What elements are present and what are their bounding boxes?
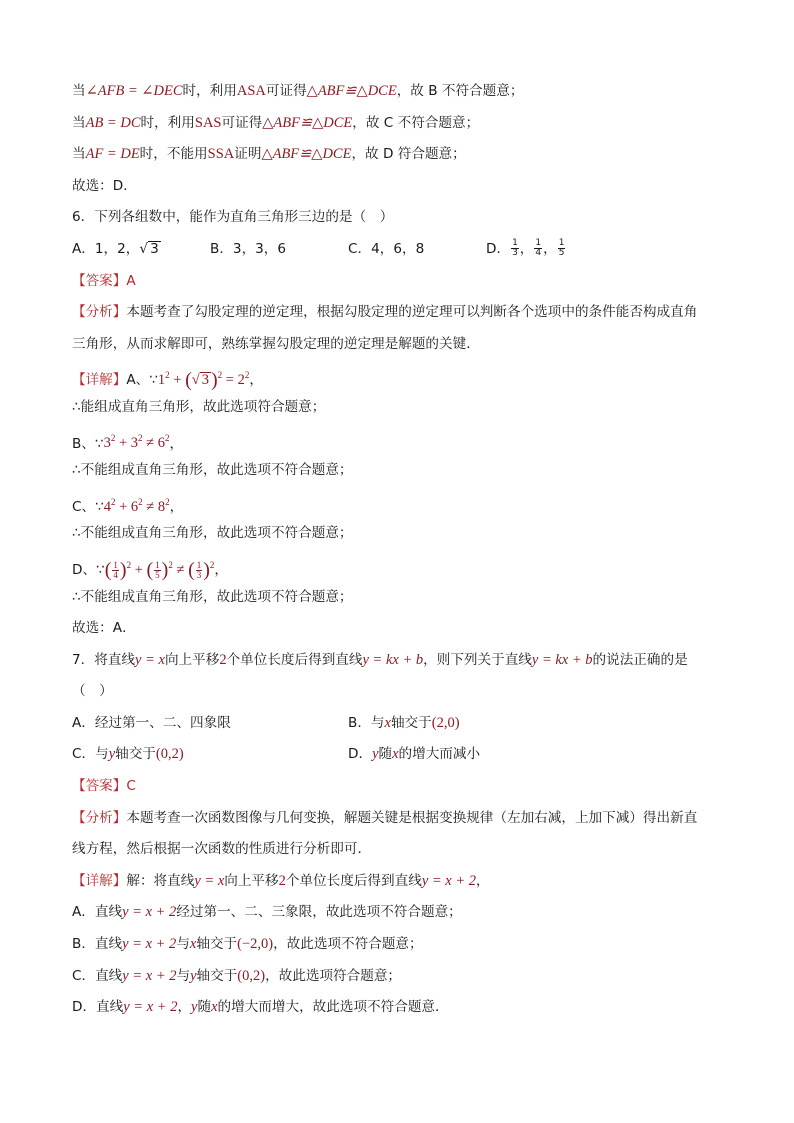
math: △ABF≌△DCE bbox=[306, 83, 397, 99]
math: △ABF≌△DCE bbox=[261, 146, 352, 163]
math: AB = DC bbox=[85, 114, 141, 131]
q6-option-a: A．1，2，√ 3 bbox=[72, 240, 159, 257]
q7-answer: 【答案】C bbox=[72, 778, 136, 795]
document-page bbox=[72, 76, 722, 1024]
q6-option-c: C．4，6，8 bbox=[348, 240, 425, 257]
math: SSA bbox=[207, 146, 235, 163]
q6-answer: 【答案】A bbox=[72, 272, 136, 289]
q7-reason-c: C．直线y = x + 2与y轴交于(0,2)，故此选项符合题意； bbox=[72, 967, 402, 984]
q5-choice: 故选：D． bbox=[72, 177, 137, 194]
q6-choice: 故选：A． bbox=[72, 620, 136, 637]
math: △ABF≌△DCE bbox=[262, 114, 353, 131]
q7-stem-paren: （ ） bbox=[72, 683, 113, 700]
q7-detail: 【详解】解：将直线y = x向上平移2个单位长度后得到直线y = x + 2， bbox=[72, 872, 490, 889]
q6-option-d: D． $\frac{1}{3}$ ， $\frac{1}{4}$ ， $\frac{1}{5}$ bbox=[486, 238, 565, 259]
q7-reason-b: B．直线y = x + 2与x轴交于(−2,0)，故此选项不符合题意； bbox=[72, 936, 423, 953]
q7-options-row-1 bbox=[72, 708, 722, 740]
math: SAS bbox=[194, 114, 222, 131]
q7-analysis-1: 【分析】本题考查一次函数图像与几何变换，解题关键是根据变换规律（左加右减，上加下减）得出新直 bbox=[72, 809, 698, 826]
q5-line-3: 当AF = DE时，不能用SSA证明△ABF≌△DCE，故 D 符合题意； bbox=[72, 146, 466, 163]
q6-detail-a-conclusion: ∴能组成直角三角形，故此选项符合题意； bbox=[72, 398, 326, 415]
q5-line-1: 当∠AFB = ∠DEC时，利用ASA可证得△ABF≌△DCE，故 B 不符合题意； bbox=[72, 83, 524, 99]
q6-detail-d: D、∵( $\frac{1}{4}$ )$^2$ + ( $\frac{1}{5}$ )$^2$ ≠ ( $\frac{1}{3}$ )$^2$， bbox=[72, 558, 228, 581]
q6-stem: 6．下列各组数中，能作为直角三角形三边的是（ ） bbox=[72, 209, 394, 226]
sqrt-icon: √ bbox=[139, 240, 149, 257]
q7-option-a: A．经过第一、二、四象限 bbox=[72, 714, 231, 731]
q6-options bbox=[72, 234, 722, 266]
math: ∠AFB = ∠DEC bbox=[85, 83, 183, 99]
q6-detail-b-conclusion: ∴不能组成直角三角形，故此选项不符合题意； bbox=[72, 462, 353, 479]
q6-detail-d-conclusion: ∴不能组成直角三角形，故此选项不符合题意； bbox=[72, 588, 353, 605]
q6-detail-b: B、$\because 3^2 + 3^2 \ne 6^2$， bbox=[72, 433, 184, 452]
q7-stem: 7．将直线y = x向上平移2个单位长度后得到直线y = kx + b，则下列关于直线y = kx + b的说法正确的是 bbox=[72, 651, 688, 668]
q5-line-2: 当AB = DC时，利用SAS可证得△ABF≌△DCE，故 C 不符合题意； bbox=[72, 114, 480, 131]
q6-analysis-2: 三角形，从而求解即可，熟练掌握勾股定理的逆定理是解题的关键． bbox=[72, 335, 480, 352]
q6-detail-a: 【详解】A、$\because 1^2$ + (√ 3 )$^2 = 2^2$， bbox=[72, 369, 263, 392]
q7-reason-d: D．直线y = x + 2，y随x的增大而增大，故此选项不符合题意． bbox=[72, 999, 449, 1016]
q7-reason-a: A．直线y = x + 2经过第一、二、三象限，故此选项不符合题意； bbox=[72, 904, 462, 921]
q6-analysis-1: 【分析】本题考查了勾股定理的逆定理，根据勾股定理的逆定理可以判断各个选项中的条件能否构成直角 bbox=[72, 304, 698, 321]
q6-detail-c: C、$\because 4^2 + 6^2 \ne 8^2$， bbox=[72, 496, 184, 515]
q7-option-b: B．与x轴交于(2,0) bbox=[348, 714, 460, 731]
q7-options-row-2 bbox=[72, 739, 722, 771]
math: AF = DE bbox=[85, 146, 140, 163]
math: ASA bbox=[236, 83, 266, 99]
q7-option-d: D．y随x的增大而减小 bbox=[348, 746, 481, 763]
q7-option-c: C．与y轴交于(0,2) bbox=[72, 746, 184, 763]
q6-option-b: B．3，3，6 bbox=[210, 240, 287, 257]
q6-detail-c-conclusion: ∴不能组成直角三角形，故此选项不符合题意； bbox=[72, 525, 353, 542]
q7-analysis-2: 线方程，然后根据一次函数的性质进行分析即可． bbox=[72, 841, 372, 858]
